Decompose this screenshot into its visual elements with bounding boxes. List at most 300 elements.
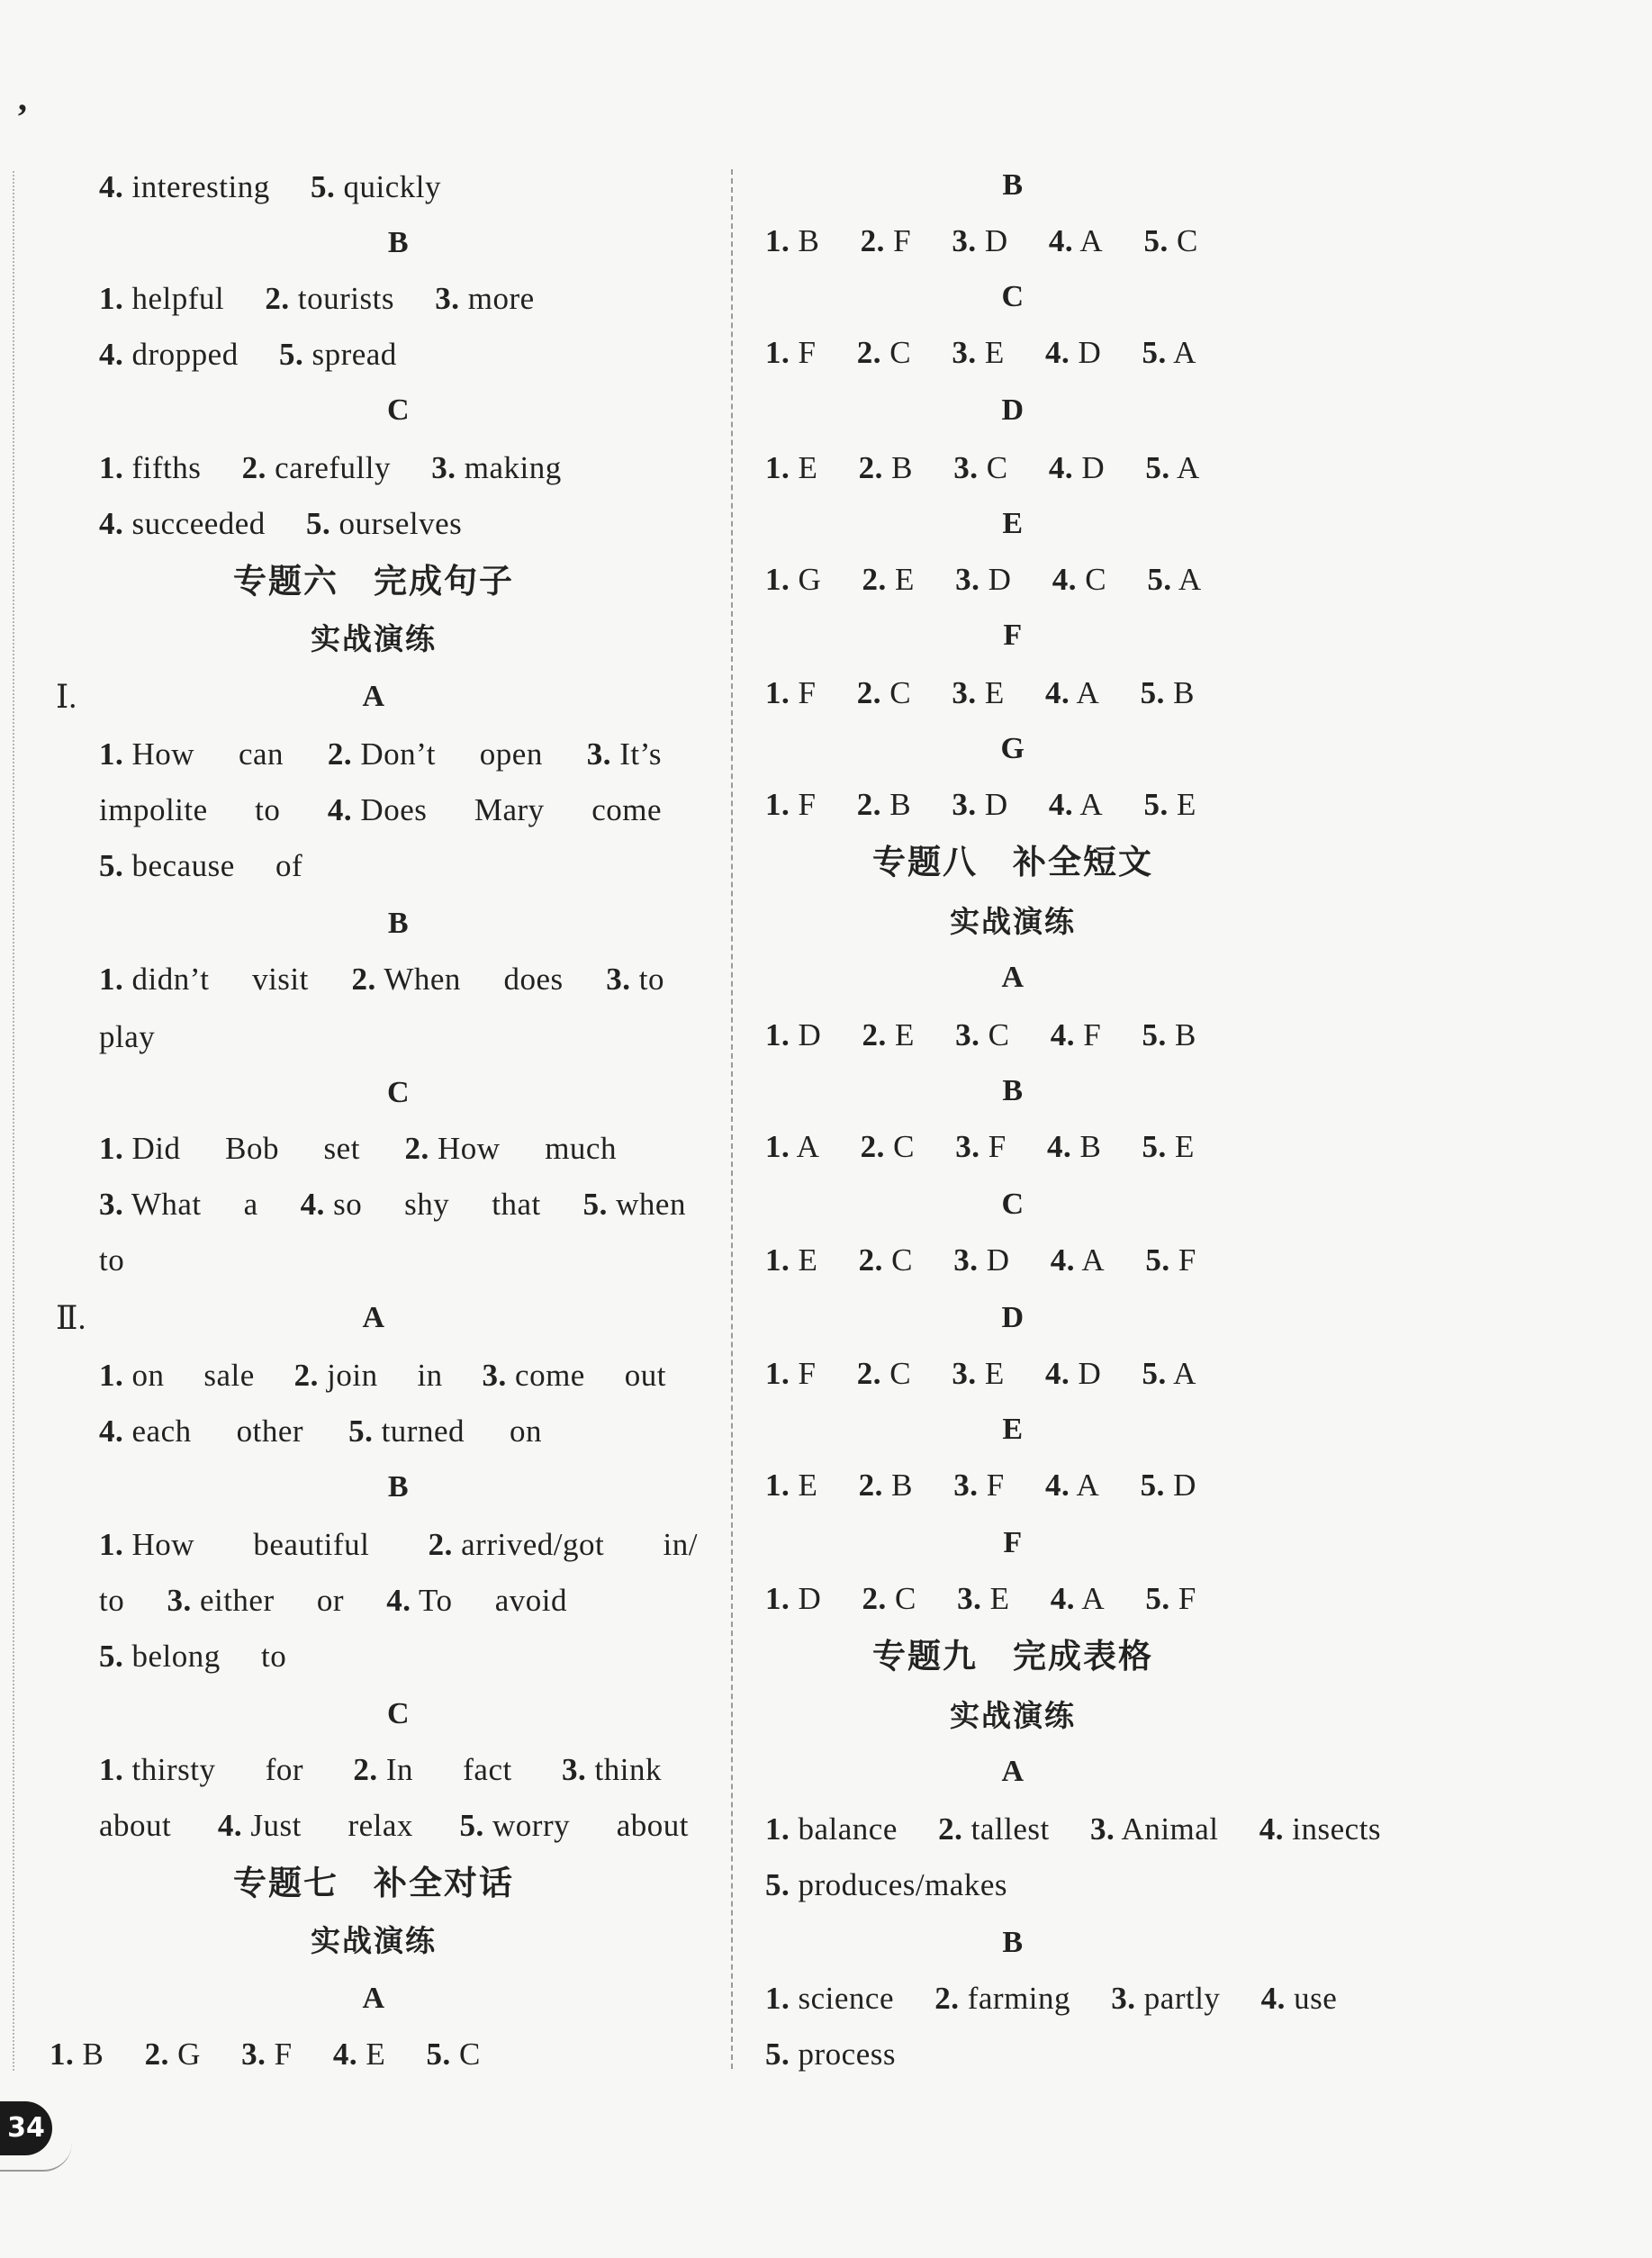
item-number: 4. xyxy=(1050,1017,1076,1052)
item-number: 5. xyxy=(1140,675,1165,710)
item-number: 5. xyxy=(582,1187,608,1222)
answer-item: 5. B xyxy=(1140,675,1195,710)
answer-line: 5. produces/makes xyxy=(765,1867,1007,1902)
section-subtitle: 实战演练 xyxy=(950,1698,1076,1733)
answer-item: 5. spread xyxy=(278,337,397,372)
answer-item: 4. A xyxy=(1044,1468,1100,1503)
item-number: 2. xyxy=(858,1242,883,1278)
answer-item: much xyxy=(545,1131,617,1166)
answer-item: 1. thirsty xyxy=(99,1752,216,1787)
answer-line xyxy=(50,2028,481,2082)
item-number: 3. xyxy=(952,675,977,710)
section-title: 专题七 补全对话 xyxy=(233,1864,514,1902)
item-number: 1. xyxy=(765,223,790,258)
answer-item: 2. In xyxy=(353,1752,413,1787)
answer-item: relax xyxy=(348,1808,413,1843)
item-number: 4. xyxy=(1044,1468,1070,1503)
answer-item: 5. because xyxy=(99,848,235,883)
item-number: 2. xyxy=(353,1752,378,1787)
item-number: 2. xyxy=(862,1581,887,1616)
answer-item: 3. Animal xyxy=(1089,1811,1219,1847)
column-divider xyxy=(731,169,733,2069)
item-number: 1. xyxy=(765,1356,790,1391)
item-number: 2. xyxy=(856,1356,881,1391)
answer-item: 4. so xyxy=(300,1187,363,1222)
answer-line xyxy=(99,1574,567,1628)
section-letter: F xyxy=(1003,619,1023,652)
item-number: 2. xyxy=(862,1017,887,1052)
answer-item: 3. E xyxy=(952,1356,1005,1391)
answer-item: 3. It’s xyxy=(586,736,662,772)
answer-line xyxy=(765,1233,1196,1287)
answer-item: out xyxy=(624,1358,666,1393)
answer-item: 2. How xyxy=(404,1131,501,1166)
answer-item: visit xyxy=(252,962,309,997)
answer-item: or xyxy=(316,1583,344,1618)
item-number: 1. xyxy=(765,1981,790,2016)
answer-item: 3. F xyxy=(241,2037,293,2072)
answer-item: 2. B xyxy=(858,450,913,485)
section-letter: C xyxy=(386,1697,411,1730)
answer-item: 3. D xyxy=(955,562,1012,597)
item-number: 5. xyxy=(1145,1581,1170,1616)
answer-item: 2. C xyxy=(860,1129,915,1164)
item-number: 1. xyxy=(765,1811,790,1847)
item-number: 4. xyxy=(1048,787,1074,822)
answer-item: 4. succeeded xyxy=(99,506,266,541)
item-number: 1. xyxy=(99,281,124,316)
item-number: 3. xyxy=(435,281,460,316)
answer-item: avoid xyxy=(494,1583,567,1618)
answer-item: 5. E xyxy=(1142,1129,1195,1164)
item-number: 4. xyxy=(217,1808,243,1843)
answer-line xyxy=(99,441,562,495)
answer-item: 1. F xyxy=(765,335,817,370)
answer-item: beautiful xyxy=(253,1527,370,1562)
section-letter: B xyxy=(1002,1926,1024,1959)
item-number: 2. xyxy=(858,1468,883,1503)
item-number: 2. xyxy=(856,675,881,710)
item-number: 5. xyxy=(1143,787,1169,822)
answer-line: to xyxy=(99,1242,125,1278)
item-number: 2. xyxy=(327,736,353,772)
item-number: 5. xyxy=(765,1867,790,1902)
answer-item: 2. C xyxy=(862,1581,916,1616)
answer-item: 4. use xyxy=(1260,1981,1338,2016)
answer-item: 4. F xyxy=(1050,1017,1102,1052)
item-number: 5. xyxy=(311,169,336,204)
answer-item: 5. B xyxy=(1142,1017,1196,1052)
answer-item: shy xyxy=(404,1187,450,1222)
section-letter: C xyxy=(386,1076,411,1109)
item-number: 2. xyxy=(351,962,376,997)
corner-mark: ’ xyxy=(16,96,29,137)
item-number: 1. xyxy=(765,675,790,710)
answer-line: 5. process xyxy=(765,2037,896,2072)
answer-item: 1. F xyxy=(765,787,817,822)
answer-item: 2. B xyxy=(856,787,912,822)
answer-item: 3. F xyxy=(953,1468,1005,1503)
answer-item: Bob xyxy=(225,1131,279,1166)
item-number: 2. xyxy=(860,223,885,258)
answer-item: 2. B xyxy=(858,1468,913,1503)
answer-item: 5. C xyxy=(1143,223,1198,258)
answer-line xyxy=(99,1630,286,1684)
answer-item: 1. didn’t xyxy=(99,962,210,997)
answer-item: 4. D xyxy=(1044,1356,1102,1391)
page-number: 34 xyxy=(0,2101,52,2155)
answer-item: 3. partly xyxy=(1111,1981,1221,2016)
item-number: 3. xyxy=(955,1017,980,1052)
answer-item: 2. E xyxy=(862,1017,915,1052)
item-number: 2. xyxy=(934,1981,960,2016)
item-number: 5. xyxy=(765,2037,790,2072)
section-letter: D xyxy=(1001,393,1025,427)
answer-line xyxy=(99,953,664,1007)
item-number: 3. xyxy=(1111,1981,1136,2016)
answer-item: 1. B xyxy=(765,223,820,258)
answer-item: 1. E xyxy=(765,450,818,485)
answer-line xyxy=(99,160,441,214)
answer-item: impolite xyxy=(99,792,208,827)
answer-item: in xyxy=(417,1358,443,1393)
section-subtitle: 实战演练 xyxy=(311,621,437,656)
item-number: 2. xyxy=(241,450,266,485)
item-number: 4. xyxy=(1260,1981,1286,2016)
answer-item: 4. interesting xyxy=(99,169,270,204)
answer-item: 2. tourists xyxy=(265,281,394,316)
item-number: 3. xyxy=(952,223,977,258)
answer-line xyxy=(765,553,1202,607)
item-number: 1. xyxy=(765,1581,790,1616)
answer-line xyxy=(765,1008,1196,1062)
answer-item: 2. arrived/got xyxy=(428,1527,605,1562)
answer-item: 3. think xyxy=(562,1752,662,1787)
item-number: 4. xyxy=(1050,1581,1076,1616)
item-number: 3. xyxy=(562,1752,587,1787)
answer-item: a xyxy=(243,1187,258,1222)
item-number: 2. xyxy=(858,450,883,485)
item-number: 2. xyxy=(293,1358,319,1393)
answer-item: 4. A xyxy=(1048,223,1104,258)
item-number: 5. xyxy=(1145,450,1170,485)
answer-line xyxy=(765,778,1196,832)
answer-item: 1. How xyxy=(99,1527,195,1562)
item-number: 3. xyxy=(953,1242,979,1278)
item-number: 2. xyxy=(860,1129,885,1164)
answer-line xyxy=(99,783,662,837)
item-number: 1. xyxy=(99,450,124,485)
item-number: 3. xyxy=(1089,1811,1115,1847)
answer-item: 1. How xyxy=(99,736,195,772)
answer-line xyxy=(765,1459,1196,1513)
answer-item: 2. C xyxy=(856,675,912,710)
answer-line xyxy=(99,1349,666,1403)
item-number: 1. xyxy=(765,335,790,370)
section-letter: A xyxy=(362,1982,385,2015)
answer-line xyxy=(99,1518,698,1572)
answer-item: 5. ourselves xyxy=(306,506,463,541)
item-number: 1. xyxy=(765,450,790,485)
answer-item: 1. A xyxy=(765,1129,820,1164)
item-number: 5. xyxy=(1142,1017,1167,1052)
answer-line xyxy=(765,1120,1195,1174)
item-number: 1. xyxy=(99,1527,124,1562)
answer-item: 3. E xyxy=(952,675,1005,710)
section-letter: A xyxy=(1001,961,1025,994)
answer-line: play xyxy=(99,1019,156,1054)
item-number: 3. xyxy=(952,1356,977,1391)
answer-item: set xyxy=(323,1131,360,1166)
answer-item: 3. E xyxy=(957,1581,1010,1616)
section-letter: G xyxy=(1000,732,1025,765)
item-number: 4. xyxy=(1050,1242,1076,1278)
item-number: 5. xyxy=(1140,1468,1165,1503)
answer-line xyxy=(765,1572,1196,1626)
section-letter: C xyxy=(1001,1188,1025,1221)
item-number: 5. xyxy=(1147,562,1172,597)
answer-line xyxy=(765,1802,1381,1856)
answer-item: 3. to xyxy=(606,962,664,997)
item-number: 3. xyxy=(99,1187,124,1222)
answer-item: 4. To xyxy=(386,1583,453,1618)
answer-item: 4. E xyxy=(332,2037,386,2072)
answer-line xyxy=(765,326,1196,380)
answer-line xyxy=(765,441,1200,495)
item-number: 5. xyxy=(1145,1242,1170,1278)
answer-item: 5. A xyxy=(1147,562,1202,597)
item-number: 1. xyxy=(99,1752,124,1787)
answer-item: 3. more xyxy=(435,281,535,316)
answer-item: 3. D xyxy=(952,787,1008,822)
answer-item: 4. C xyxy=(1052,562,1107,597)
answer-item: 1. D xyxy=(765,1581,822,1616)
item-number: 4. xyxy=(99,169,124,204)
item-number: 5. xyxy=(426,2037,451,2072)
answer-item: 1. F xyxy=(765,1356,817,1391)
answer-item: 4. Does xyxy=(327,792,428,827)
answer-item: 4. Just xyxy=(217,1808,302,1843)
item-number: 4. xyxy=(1044,675,1070,710)
answer-item: come xyxy=(591,792,662,827)
section-letter: F xyxy=(1003,1526,1023,1559)
answer-item: 2. E xyxy=(862,562,915,597)
answer-line xyxy=(99,727,662,781)
answer-item: 4. A xyxy=(1048,787,1104,822)
answer-line xyxy=(765,214,1198,268)
item-number: 2. xyxy=(856,335,881,370)
answer-item: 1. balance xyxy=(765,1811,898,1847)
answer-item: about xyxy=(616,1808,689,1843)
item-number: 4. xyxy=(99,337,124,372)
answer-item: 5. quickly xyxy=(311,169,441,204)
answer-item: 3. What xyxy=(99,1187,202,1222)
answer-item: 3. D xyxy=(952,223,1008,258)
answer-item: 4. D xyxy=(1044,335,1102,370)
answer-item: 3. F xyxy=(955,1129,1007,1164)
roman-numeral: Ⅱ. xyxy=(56,1300,86,1336)
answer-item: 2. C xyxy=(858,1242,913,1278)
item-number: 5. xyxy=(278,337,304,372)
item-number: 4. xyxy=(386,1583,411,1618)
answer-item: 1. science xyxy=(765,1981,894,2016)
item-number: 2. xyxy=(856,787,881,822)
answer-item: 5. when xyxy=(582,1187,686,1222)
answer-item: 5. E xyxy=(1143,787,1196,822)
answer-line xyxy=(99,1799,689,1853)
item-number: 2. xyxy=(144,2037,169,2072)
answer-item: 5. turned xyxy=(348,1414,465,1449)
answer-item: 2. join xyxy=(293,1358,378,1393)
item-number: 1. xyxy=(765,1129,790,1164)
answer-item: 3. either xyxy=(167,1583,275,1618)
answer-item: 2. farming xyxy=(934,1981,1071,2016)
item-number: 4. xyxy=(1259,1811,1285,1847)
answer-line xyxy=(765,666,1195,720)
answer-item: 1. B xyxy=(50,2037,104,2072)
section-subtitle: 实战演练 xyxy=(311,1923,437,1958)
item-number: 3. xyxy=(957,1581,982,1616)
item-number: 3. xyxy=(431,450,456,485)
answer-line xyxy=(765,1347,1196,1401)
item-number: 3. xyxy=(952,335,977,370)
answer-item: 4. insects xyxy=(1259,1811,1382,1847)
answer-item: 3. E xyxy=(952,335,1005,370)
page-number-arc xyxy=(0,2143,72,2172)
answer-item: 3. D xyxy=(953,1242,1010,1278)
section-letter: E xyxy=(1002,1413,1024,1446)
answer-item: 2. F xyxy=(860,223,912,258)
item-number: 4. xyxy=(327,792,353,827)
item-number: 1. xyxy=(765,1017,790,1052)
item-number: 1. xyxy=(99,736,124,772)
answer-item: to xyxy=(255,792,281,827)
section-letter: A xyxy=(1001,1755,1025,1788)
answer-item: 1. on xyxy=(99,1358,165,1393)
answer-item: 2. When xyxy=(351,962,461,997)
section-letter: A xyxy=(362,1301,385,1334)
answer-item: 2. G xyxy=(144,2037,201,2072)
section-title: 专题九 完成表格 xyxy=(872,1637,1153,1675)
answer-item: 4. A xyxy=(1044,675,1100,710)
section-letter: C xyxy=(1001,280,1025,313)
item-number: 5. xyxy=(459,1808,484,1843)
item-number: 4. xyxy=(1048,450,1074,485)
item-number: 4. xyxy=(1044,1356,1070,1391)
item-number: 5. xyxy=(1143,223,1169,258)
item-number: 5. xyxy=(99,1639,124,1674)
answer-item: about xyxy=(99,1808,172,1843)
answer-item: sale xyxy=(203,1358,255,1393)
answer-item: 2. C xyxy=(856,1356,912,1391)
answer-item: 1. fifths xyxy=(99,450,202,485)
section-letter: B xyxy=(1002,168,1024,202)
answer-item: 5. F xyxy=(1145,1242,1196,1278)
answer-line xyxy=(765,1972,1337,2026)
item-number: 1. xyxy=(765,1468,790,1503)
section-letter: B xyxy=(387,907,410,940)
answer-item: other xyxy=(236,1414,304,1449)
item-number: 3. xyxy=(955,1129,980,1164)
section-subtitle: 实战演练 xyxy=(950,904,1076,939)
answer-item: 4. dropped xyxy=(99,337,239,372)
section-letter: B xyxy=(387,226,410,259)
answer-item: 5. D xyxy=(1140,1468,1196,1503)
answer-item: 1. helpful xyxy=(99,281,225,316)
answer-item: 2. tallest xyxy=(938,1811,1050,1847)
item-number: 3. xyxy=(167,1583,192,1618)
answer-item: 1. E xyxy=(765,1468,818,1503)
answer-item: 5. C xyxy=(426,2037,481,2072)
item-number: 3. xyxy=(241,2037,266,2072)
answer-item: for xyxy=(265,1752,304,1787)
item-number: 3. xyxy=(606,962,631,997)
item-number: 3. xyxy=(952,787,977,822)
section-letter: A xyxy=(362,680,385,713)
answer-item: 1. F xyxy=(765,675,817,710)
answer-item: 1. G xyxy=(765,562,822,597)
answer-item: 1. Did xyxy=(99,1131,181,1166)
answer-item: 5. F xyxy=(1145,1581,1196,1616)
item-number: 4. xyxy=(300,1187,325,1222)
item-number: 4. xyxy=(332,2037,358,2072)
answer-item: that xyxy=(492,1187,541,1222)
item-number: 4. xyxy=(1046,1129,1072,1164)
answer-item: 4. B xyxy=(1046,1129,1102,1164)
answer-item: open xyxy=(479,736,543,772)
answer-item: 3. making xyxy=(431,450,562,485)
section-title: 专题六 完成句子 xyxy=(233,562,514,601)
answer-item: to xyxy=(261,1639,287,1674)
section-letter: B xyxy=(1002,1074,1024,1107)
item-number: 3. xyxy=(953,450,979,485)
item-number: 3. xyxy=(482,1358,507,1393)
answer-item: can xyxy=(238,736,284,772)
answer-item: 5. worry xyxy=(459,1808,571,1843)
answer-item: of xyxy=(275,848,303,883)
answer-item: 1. E xyxy=(765,1242,818,1278)
answer-line xyxy=(99,1122,617,1176)
item-number: 3. xyxy=(955,562,980,597)
answer-item: 2. C xyxy=(856,335,912,370)
answer-line xyxy=(99,497,462,551)
answer-line xyxy=(99,1743,662,1797)
answer-item: 3. come xyxy=(482,1358,585,1393)
answer-item: 5. A xyxy=(1142,335,1196,370)
item-number: 2. xyxy=(938,1811,963,1847)
answer-item: 4. each xyxy=(99,1414,192,1449)
item-number: 4. xyxy=(99,1414,124,1449)
item-number: 5. xyxy=(99,848,124,883)
item-number: 1. xyxy=(99,1358,124,1393)
item-number: 1. xyxy=(50,2037,75,2072)
item-number: 4. xyxy=(1048,223,1074,258)
answer-item: in/ xyxy=(663,1527,698,1562)
answer-item: 3. C xyxy=(955,1017,1010,1052)
item-number: 2. xyxy=(862,562,887,597)
answer-line xyxy=(99,328,397,382)
answer-item: 2. Don’t xyxy=(327,736,436,772)
section-letter: C xyxy=(386,393,411,427)
answer-item: on xyxy=(510,1414,542,1449)
item-number: 1. xyxy=(765,787,790,822)
answer-item: 5. belong xyxy=(99,1639,221,1674)
section-title: 专题八 补全短文 xyxy=(872,843,1153,881)
answer-item: does xyxy=(503,962,564,997)
answer-item: 4. D xyxy=(1048,450,1106,485)
item-number: 4. xyxy=(99,506,124,541)
answer-item: 5. A xyxy=(1145,450,1200,485)
